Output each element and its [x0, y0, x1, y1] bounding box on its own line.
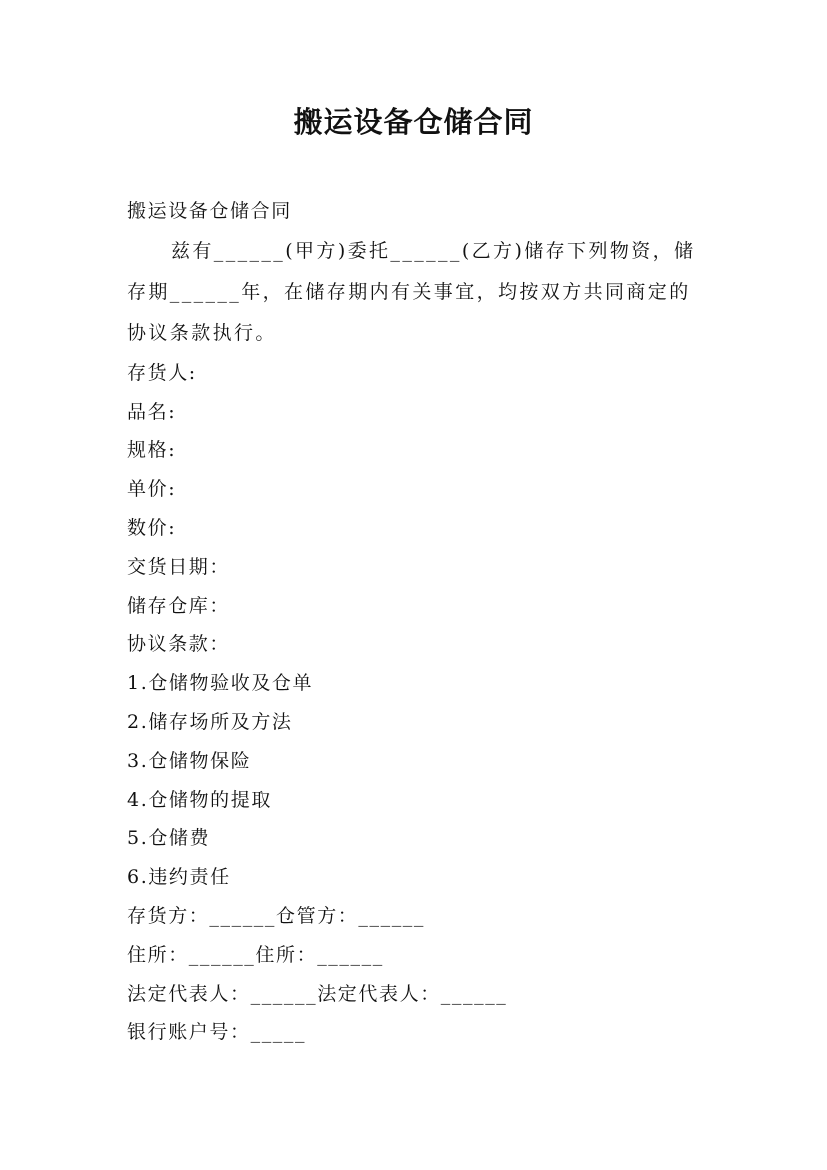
- field-delivery-date: 交货日期：: [127, 555, 231, 578]
- clause-item: 2.储存场所及方法: [127, 710, 293, 733]
- document-body: [127, 192, 702, 1052]
- field-quantity-price: 数价:: [127, 516, 177, 539]
- document-subtitle: 搬运设备仓储合同: [127, 200, 292, 222]
- clause-item: 5.仓储费: [127, 827, 211, 850]
- intro-paragraph: 兹有______(甲方)委托______(乙方)储存下列物资，储存期______年，在储存期内有关事宜，均按双方共同商定的协议条款执行。: [127, 239, 696, 344]
- field-depositor: 存货人:: [127, 361, 197, 384]
- clause-item: 1.仓储物验收及仓单: [127, 672, 314, 695]
- clause-item: 6.违约责任: [127, 866, 231, 889]
- document-title: 搬运设备仓储合同: [293, 105, 534, 139]
- field-product-name: 品名:: [127, 400, 177, 423]
- field-storage-warehouse: 储存仓库：: [127, 594, 231, 617]
- clause-item: 4.仓储物的提取: [127, 788, 272, 811]
- field-specification: 规格:: [127, 439, 177, 462]
- field-agreement-terms: 协议条款：: [127, 633, 231, 656]
- clause-item: 3.仓储物保险: [127, 749, 252, 772]
- signature-legal-representatives: 法定代表人：______法定代表人：______: [127, 982, 508, 1005]
- signature-addresses: 住所：______住所：______: [127, 943, 384, 966]
- field-unit-price: 单价:: [127, 478, 177, 501]
- signature-bank-account: 银行账户号：_____: [127, 1021, 307, 1044]
- signature-parties: 存货方：______仓管方：______: [127, 904, 426, 927]
